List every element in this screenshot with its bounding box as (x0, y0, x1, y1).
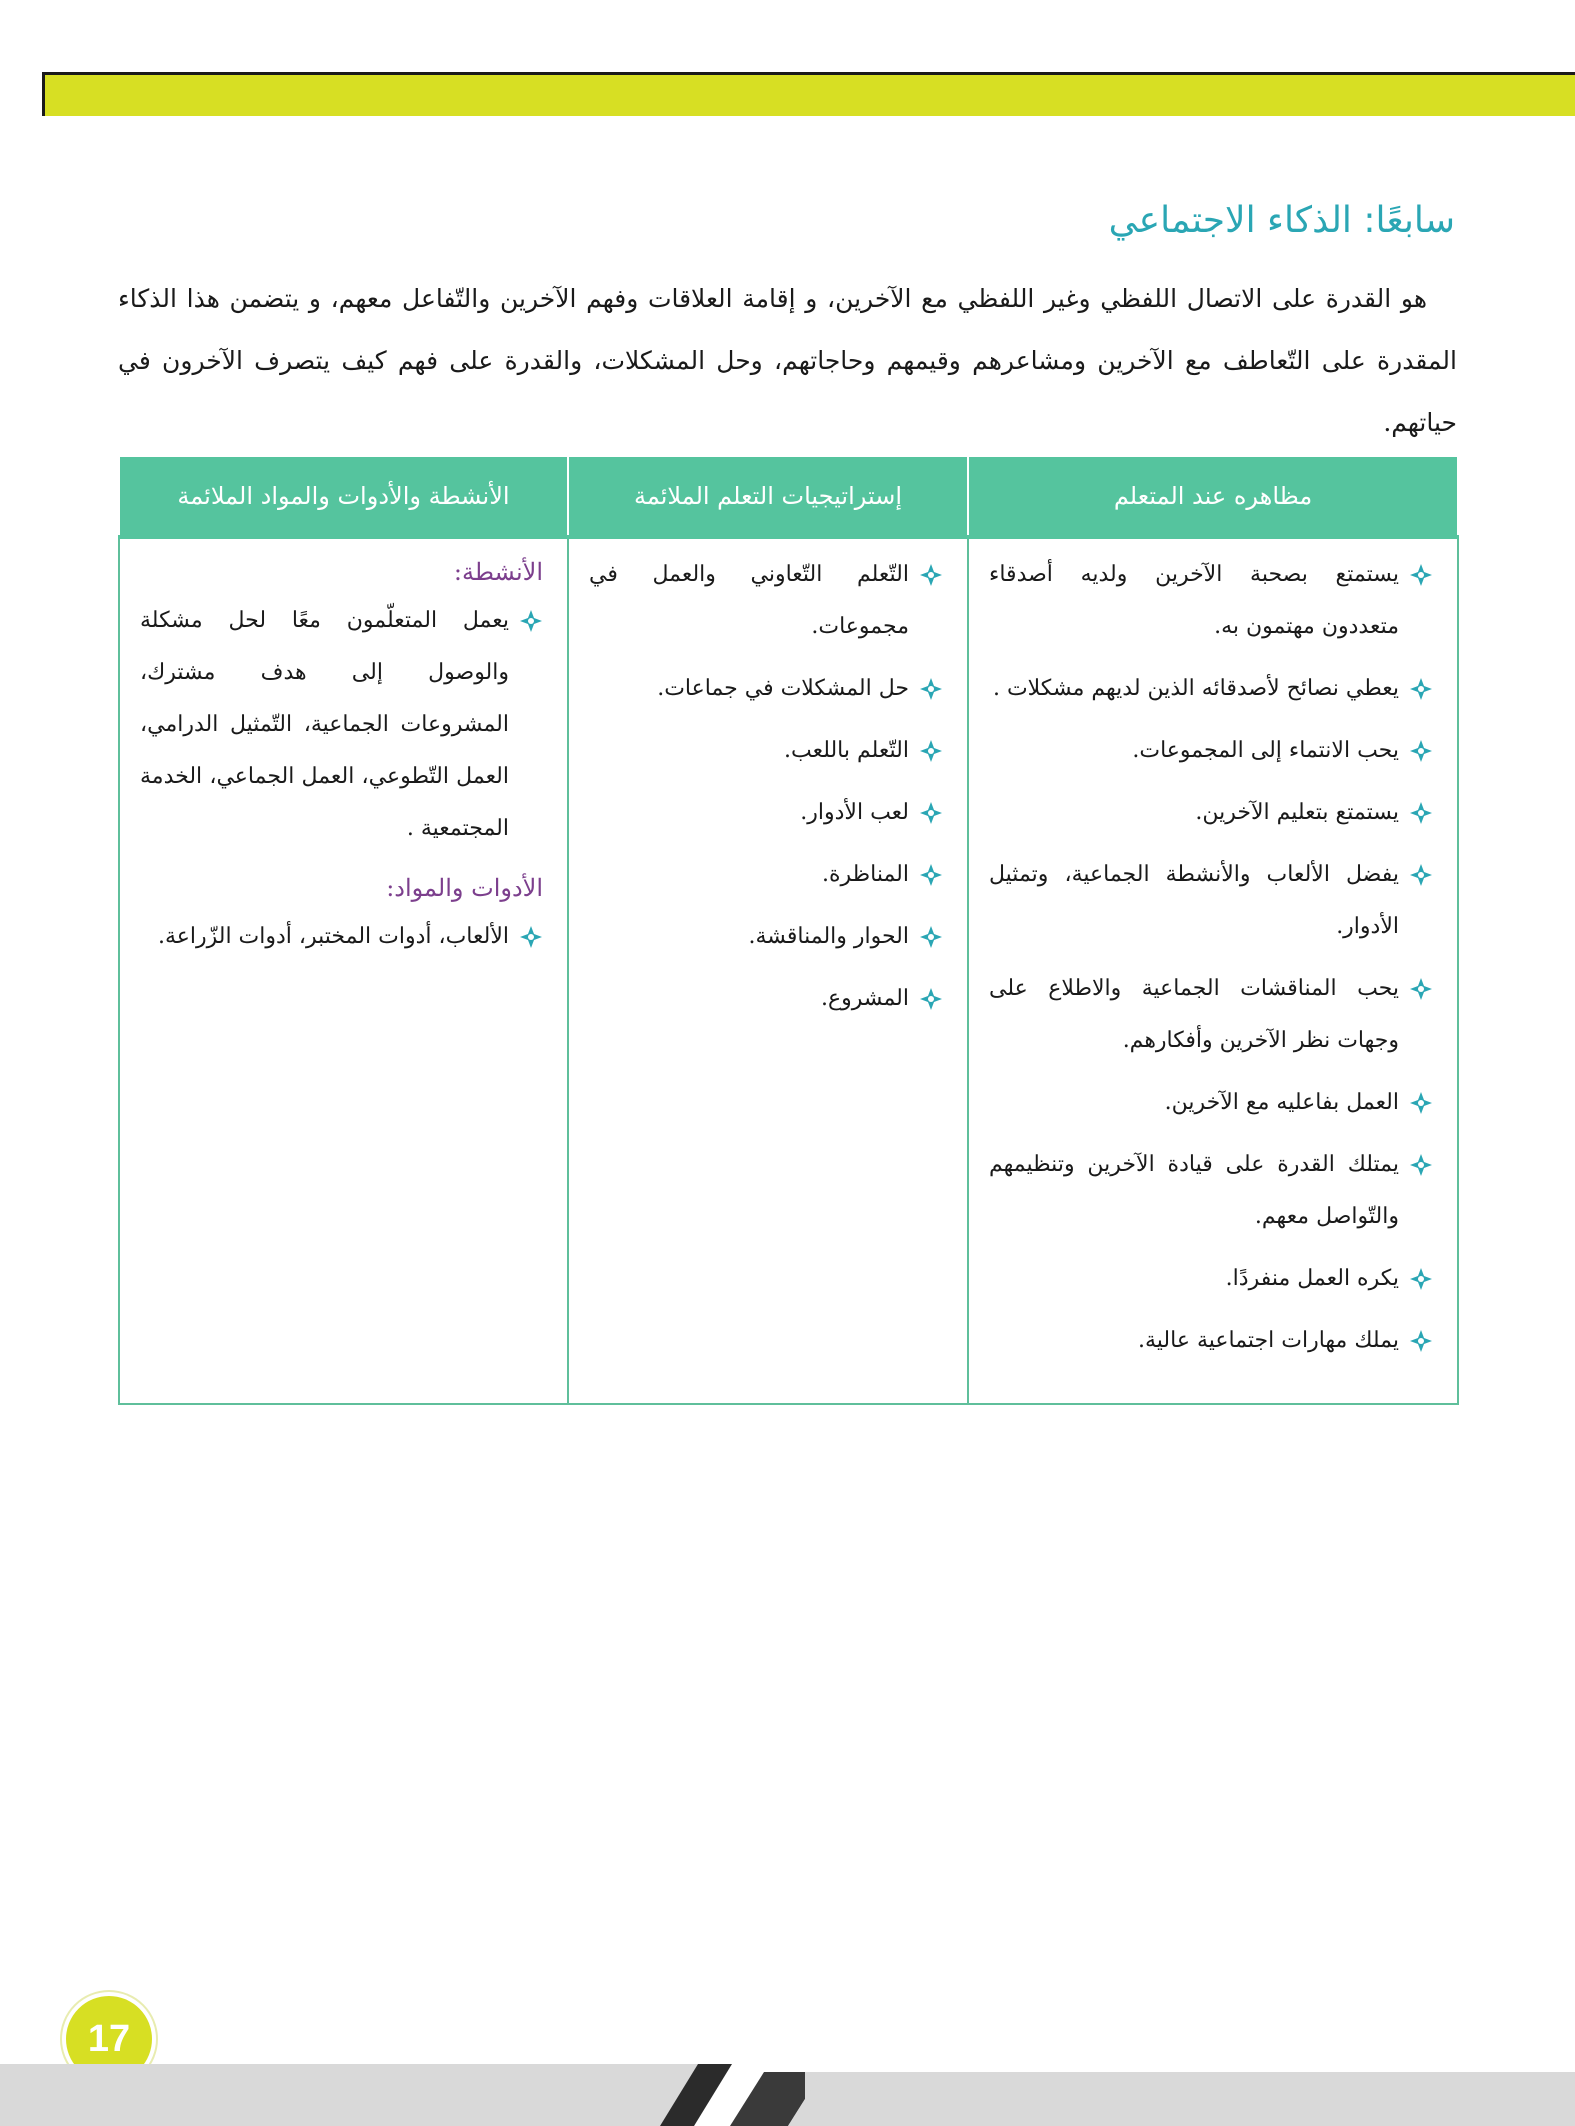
list-item (140, 911, 543, 963)
list-item (989, 787, 1433, 839)
star-bullet-icon (1409, 1091, 1433, 1115)
footer-decoration (0, 2050, 1575, 2126)
activities-cell (119, 537, 568, 1404)
list-item-text: حل المشكلات في جماعات. (657, 676, 909, 701)
list-item (989, 1077, 1433, 1129)
list-item (589, 849, 943, 901)
star-bullet-icon (1409, 1267, 1433, 1291)
list-item-text: المناظرة. (821, 862, 909, 887)
star-bullet-icon (919, 925, 943, 949)
list-item (989, 549, 1433, 653)
list-item (989, 725, 1433, 777)
list-item-text: لعب الأدوار. (800, 800, 909, 825)
list-item-text: الألعاب، أدوات المختبر، أدوات الزّراعة. (157, 924, 509, 949)
star-bullet-icon (1409, 563, 1433, 587)
list-item-text: يحب الانتماء إلى المجموعات. (1132, 738, 1399, 763)
star-bullet-icon (1409, 1153, 1433, 1177)
star-bullet-icon (1409, 1329, 1433, 1353)
star-bullet-icon (1409, 801, 1433, 825)
activities-heading: الأنشطة: (453, 558, 543, 586)
list-item (989, 1253, 1433, 1305)
list-item-text: الحوار والمناقشة. (748, 924, 909, 949)
list-item-text: التّعلم التّعاوني والعمل في مجموعات. (589, 562, 909, 639)
top-color-bar (42, 72, 1575, 116)
star-bullet-icon (1409, 863, 1433, 887)
list-item (589, 787, 943, 839)
section-title: سابعًا: الذكاء الاجتماعي (1108, 200, 1455, 241)
table-header-row (119, 457, 1458, 537)
strategies-list (589, 549, 943, 1025)
list-item (989, 1139, 1433, 1243)
list-item (989, 663, 1433, 715)
list-item (989, 849, 1433, 953)
list-item-text: العمل بفاعليه مع الآخرين. (1164, 1090, 1399, 1115)
footer-right-slope (788, 2072, 1575, 2126)
tools-heading: الأدوات والمواد: (386, 874, 543, 902)
list-item (589, 663, 943, 715)
star-bullet-icon (1409, 677, 1433, 701)
table-body-row (119, 537, 1458, 1404)
list-item (989, 1315, 1433, 1367)
list-item (589, 973, 943, 1025)
list-item-text: يعمل المتعلّمون معًا لحل مشكلة والوصول إلى هدف مشترك، المشروعات الجماعية، التّمثيل الدرامي، العمل التّطوعي، العمل الجماعي، الخدمة المجتمعية . (140, 608, 509, 841)
list-item (989, 963, 1433, 1067)
list-item-text: التّعلم باللعب. (783, 738, 909, 763)
list-item (589, 911, 943, 963)
star-bullet-icon (919, 801, 943, 825)
star-bullet-icon (1409, 739, 1433, 763)
list-item-text: يفضل الألعاب والأنشطة الجماعية، وتمثيل الأدوار. (989, 862, 1399, 939)
star-bullet-icon (919, 563, 943, 587)
star-bullet-icon (1409, 977, 1433, 1001)
header-strategies: إستراتيجيات التعلم الملائمة (568, 457, 968, 537)
header-activities: الأنشطة والأدوات والمواد الملائمة (119, 457, 568, 537)
star-bullet-icon (919, 987, 943, 1011)
intelligence-table (118, 457, 1459, 1405)
list-item (589, 725, 943, 777)
activities-list (140, 595, 543, 855)
star-bullet-icon (519, 609, 543, 633)
intro-text: هو القدرة على الاتصال اللفظي وغير اللفظي مع الآخرين، و إقامة العلاقات وفهم الآخرين والتّفاعل معهم، و يتضمن هذا الذكاء المقدرة على التّعاطف مع الآخرين ومشاعرهم وقيمهم وحاجاتهم، وحل المشكلات، والقدرة على فهم كيف يتصرف الآخرون في حياتهم. (118, 284, 1457, 437)
list-item-text: يستمتع بصحبة الآخرين ولديه أصدقاء متعددون مهتمون به. (989, 562, 1399, 639)
star-bullet-icon (519, 925, 543, 949)
star-bullet-icon (919, 677, 943, 701)
list-item-text: يكره العمل منفردًا. (1225, 1266, 1399, 1291)
page-number-badge: 17 (62, 1992, 156, 2086)
intro-paragraph (118, 268, 1457, 454)
learner-cell (968, 537, 1458, 1404)
star-bullet-icon (919, 863, 943, 887)
list-item-text: يملك مهارات اجتماعية عالية. (1137, 1328, 1399, 1353)
tools-list (140, 911, 543, 963)
list-item-text: يعطي نصائح لأصدقائه الذين لديهم مشكلات . (992, 676, 1399, 701)
learner-list (989, 549, 1433, 1367)
list-item (140, 595, 543, 855)
header-learner: مظاهره عند المتعلم (968, 457, 1458, 537)
strategies-cell (568, 537, 968, 1404)
star-bullet-icon (919, 739, 943, 763)
list-item (589, 549, 943, 653)
list-item-text: يمتلك القدرة على قيادة الآخرين وتنظيمهم والتّواصل معهم. (989, 1152, 1399, 1229)
list-item-text: يحب المناقشات الجماعية والاطلاع على وجهات نظر الآخرين وأفكارهم. (989, 976, 1399, 1053)
list-item-text: يستمتع بتعليم الآخرين. (1195, 800, 1399, 825)
list-item-text: المشروع. (820, 986, 909, 1011)
